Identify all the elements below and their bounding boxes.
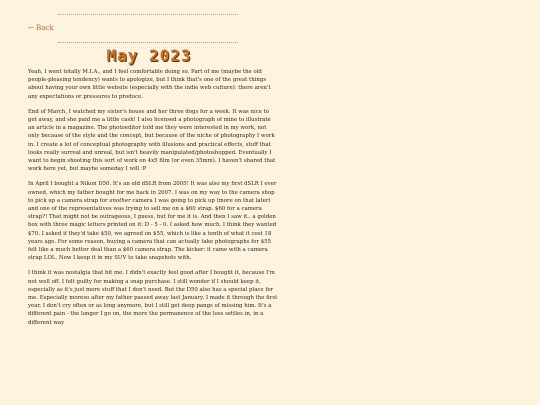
paragraph-april-text-start: In April I bought a Nikon D50. It's an old dSLR from 2005! It was also my first dSLR I ever owned, which my father bought for me back in 2007. I was on my way to the camera shop to pick up a camera strap for (28, 181, 277, 204)
paragraph-march: End of March, I watched my sister's house and her three dogs for a week. It was nice to get away, and she paid me a little cash! I also licensed a photograph of mine to illustrate an article in a magazine. The photoeditor told me they were interested in my work, not only because of the style and the concept, but because of the niche of photography I work in. I create a lot of conceptual photography with illusions and practical effects, stuff that looks really surreal and unreal, but isn't heavily manipulated/photoshopped. Eventually I want to begin shooting this sort of work on 4x5 film (or even 35mm). I haven't shared that work here yet, but maybe someday I will :P (28, 108, 276, 173)
title-divider (58, 42, 238, 43)
paragraph-intro: Yeah, I went totally M.I.A., and I feel comfortable doing so. Part of me (maybe the old people-pleasing tendency) wants to apologize, but I think that's one of the great things about having your own little website (especially with the indie web culture): there aren't any expectations or pressures to produce. (28, 69, 271, 100)
emphasis-another: another (109, 197, 131, 204)
paragraph-nostalgia: I think it was nostalgia that bit me. I didn't exactly feel good after I bought it, because I'm not well off. I felt guilty for making a snap purchase. I still wonder if I should keep it, especially as it's just more stuff that I don't need. But the D50 also has a special place for me. Especially moreso after my father passed away last January. I made it through the first year, I don't cry often or as long anymore, but I still get deep pangs of missing him. It's a different pain - the longer I go on, the more the permanence of the loss settles in, in a different way (28, 270, 278, 326)
post-body (28, 68, 278, 334)
top-divider (58, 14, 238, 15)
back-link[interactable]: ← Back (28, 24, 54, 32)
paragraph-april-text-end: camera I was going to pick up (more on that later) and one of the representatives was trying to sell me on a $60 strap. $60 for a camera strap?! That might not be outrageous, I guess, but for me it is. And then I saw it.. a golden box with three magic letters printed on it: D - 5 - 0. I asked how much. I think they wanted $70. I asked if they'd take $50, we agreed on $55, which is like a tenth of what it cost 18 years ago. For some reason, buying a camera that can actually take photographs for $55 felt like a much better deal than a $60 camera strap. The kicker: it came with a camera strap LOL. Now I keep it in my SUV to take snapshots with. (28, 197, 277, 262)
paragraph-april (28, 180, 278, 262)
page-title: May 2023 (106, 46, 192, 65)
